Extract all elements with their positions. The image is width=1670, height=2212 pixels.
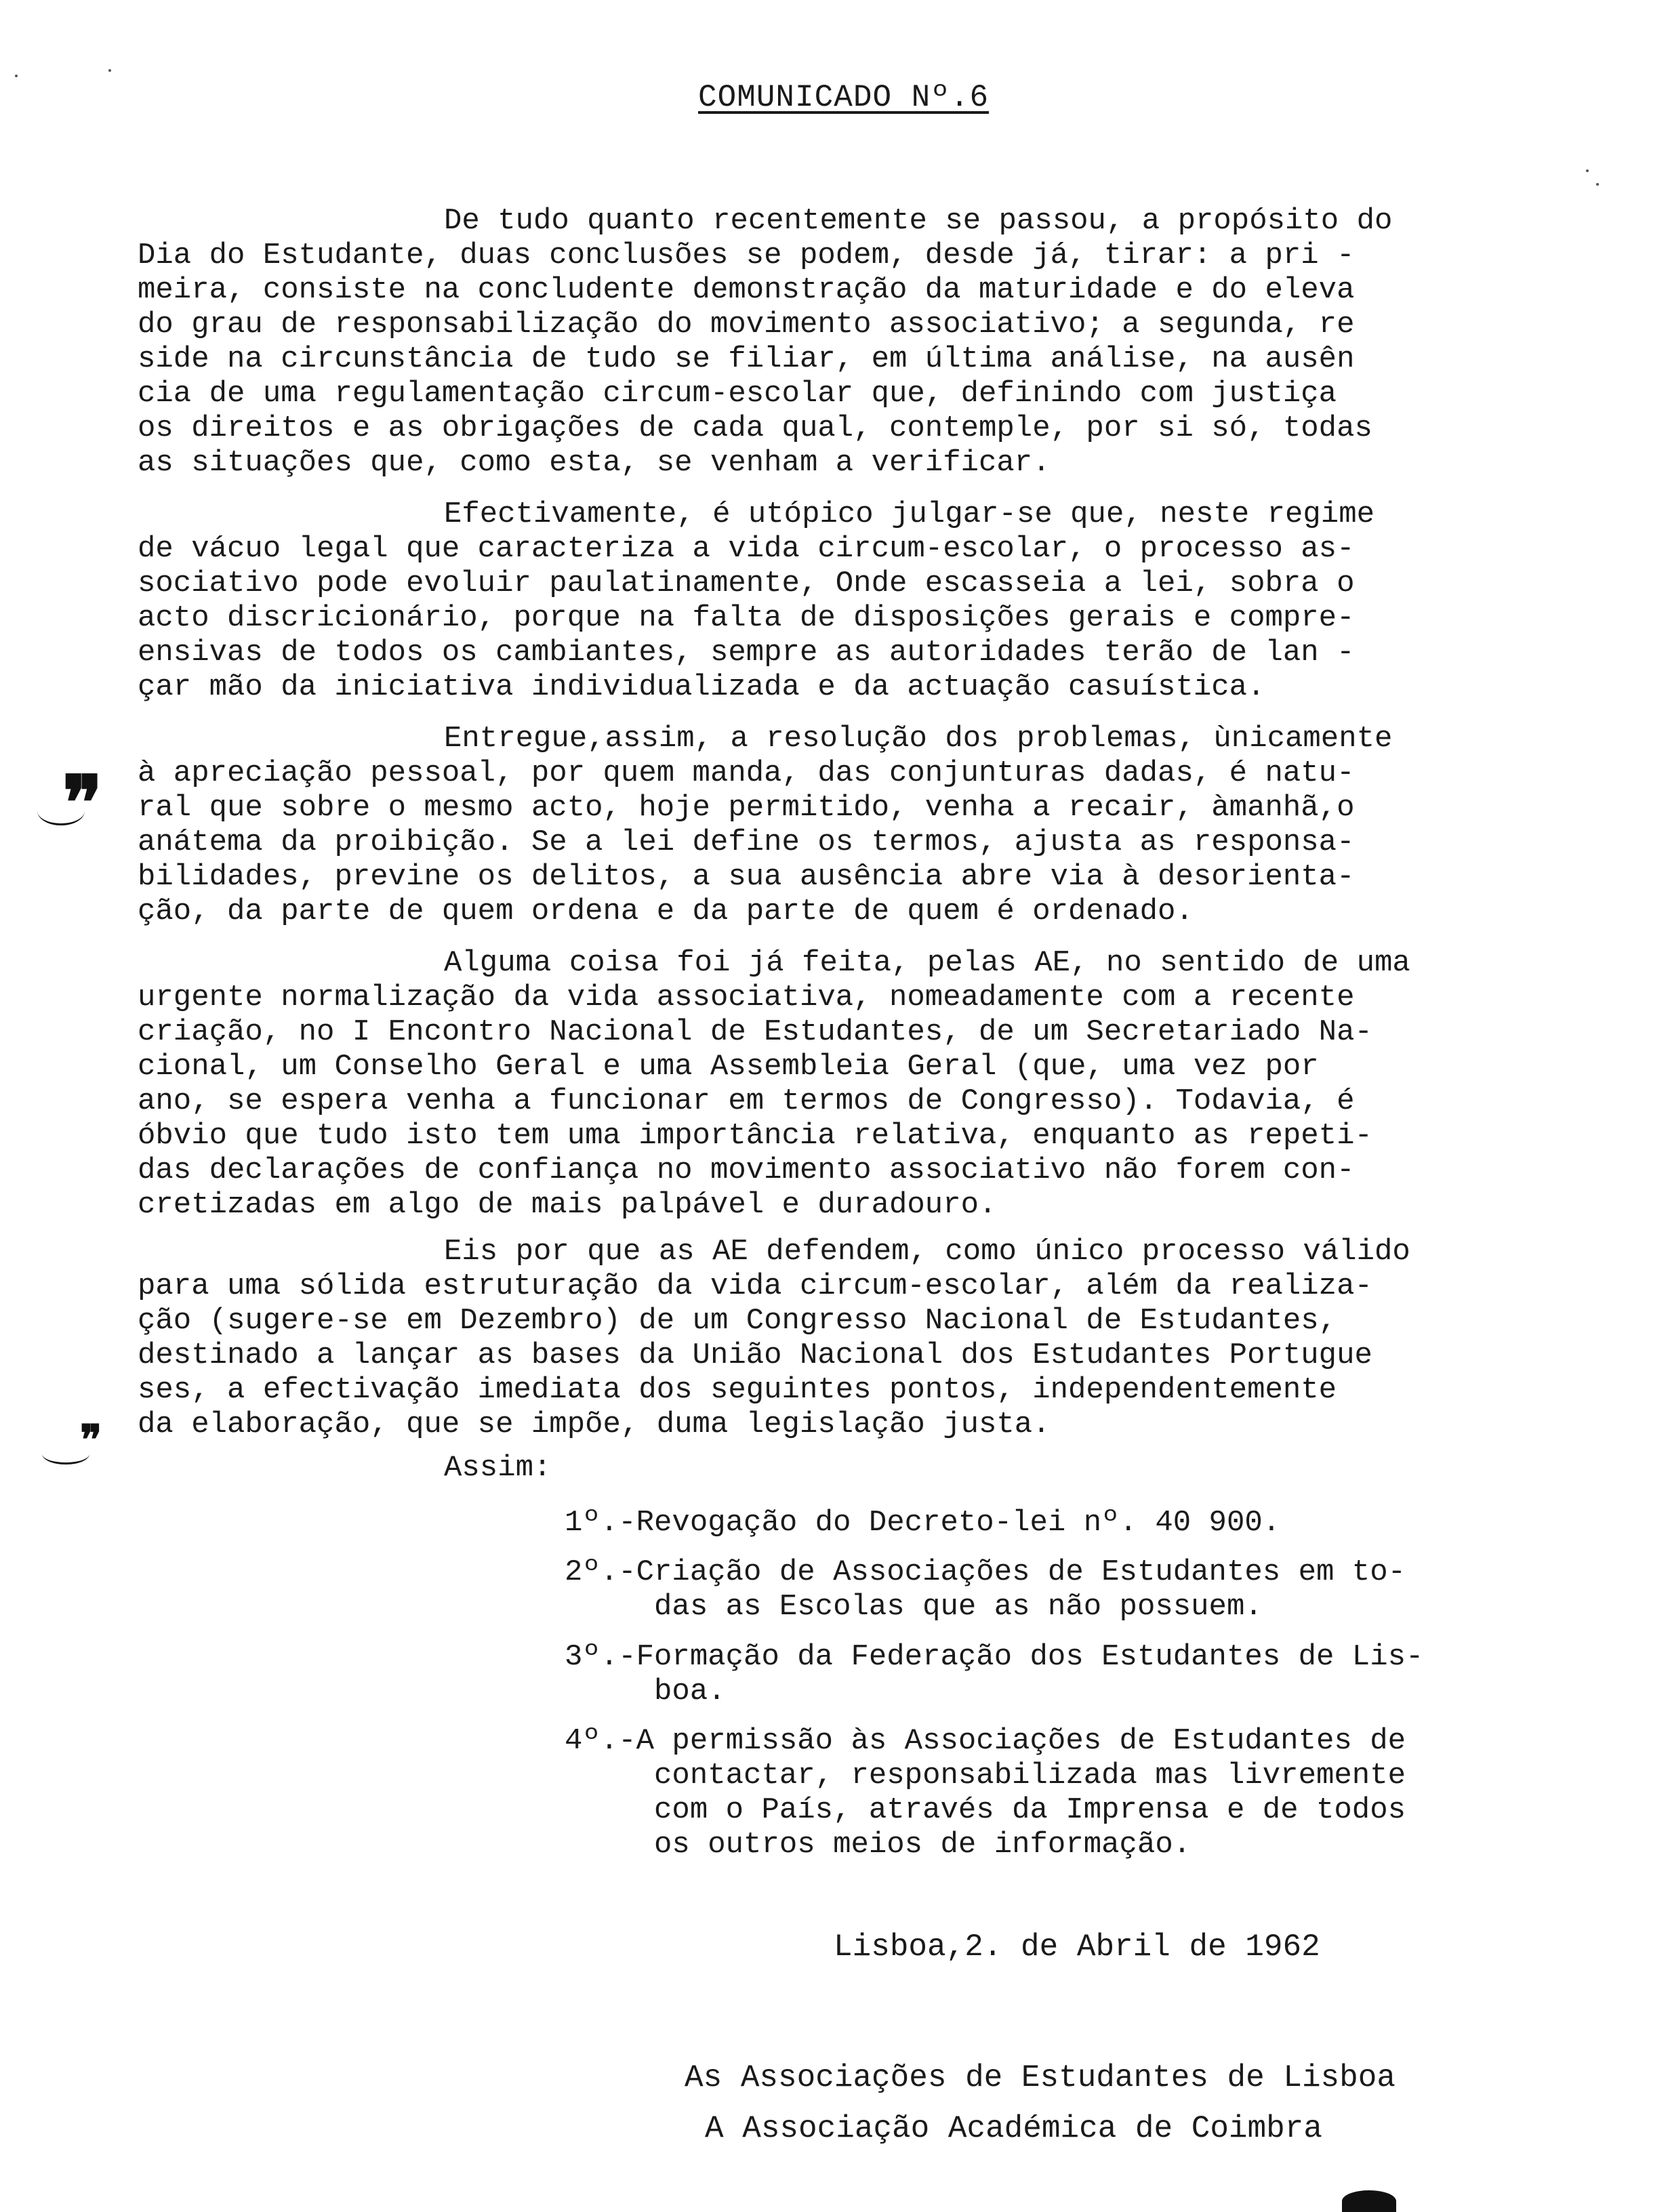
scan-speck xyxy=(1586,169,1589,172)
list-item: 2º.-Criação de Associações de Estudantes em to- xyxy=(565,1555,1406,1589)
text-line: cia de uma regulamentação circum-escolar que, definindo com justiça xyxy=(138,377,1337,411)
text-line: sociativo pode evoluir paulatinamente, Onde escasseia a lei, sobra o xyxy=(138,567,1355,600)
signature-line: A Associação Académica de Coimbra xyxy=(705,2111,1322,2146)
scan-speck xyxy=(15,75,18,77)
list-item: boa. xyxy=(565,1675,726,1708)
text-line: do grau de responsabilização do movimento associativo; a segunda, re xyxy=(138,308,1355,342)
text-line: os direitos e as obrigações de cada qual, contemple, por si só, todas xyxy=(138,411,1372,445)
signature-line: As Associações de Estudantes de Lisboa xyxy=(685,2060,1396,2095)
text-line: de vácuo legal que caracteriza a vida circum-escolar, o processo as- xyxy=(138,532,1355,566)
text-line: Entregue,assim, a resolução dos problemas, ùnicamente xyxy=(444,722,1393,756)
text-line: destinado a lançar as bases da União Nacional dos Estudantes Portugue xyxy=(138,1338,1372,1372)
text-line: cretizadas em algo de mais palpável e duradouro. xyxy=(138,1188,997,1222)
document-date: Lisboa,2. de Abril de 1962 xyxy=(834,1929,1320,1965)
text-line: ensivas de todos os cambiantes, sempre as autoridades terão de lan - xyxy=(138,636,1355,670)
text-line: óbvio que tudo isto tem uma importância relativa, enquanto as repeti- xyxy=(138,1119,1372,1153)
text-line: ral que sobre o mesmo acto, hoje permitido, venha a recair, àmanhã,o xyxy=(138,791,1355,825)
text-line: bilidades, previne os delitos, a sua ausência abre via à desorienta- xyxy=(138,860,1355,894)
text-line: Eis por que as AE defendem, como único processo válido xyxy=(444,1235,1410,1269)
binder-mark-tail xyxy=(37,796,85,825)
text-line: para uma sólida estruturação da vida circum-escolar, além da realiza- xyxy=(138,1269,1372,1303)
text-line: criação, no I Encontro Nacional de Estudantes, de um Secretariado Na- xyxy=(138,1015,1372,1049)
list-item: com o País, através da Imprensa e de todos xyxy=(565,1793,1406,1827)
list-item: 3º.-Formação da Federação dos Estudantes de Lis- xyxy=(565,1640,1424,1674)
text-line: De tudo quanto recentemente se passou, a propósito do xyxy=(444,204,1393,238)
list-item: os outros meios de informação. xyxy=(565,1828,1192,1862)
list-intro: Assim: xyxy=(444,1451,552,1485)
text-line: ano, se espera venha a funcionar em termos de Congresso). Todavia, é xyxy=(138,1084,1355,1118)
text-line: cional, um Conselho Geral e uma Assembleia Geral (que, uma vez por xyxy=(138,1050,1319,1084)
text-line: ção (sugere-se em Dezembro) de um Congresso Nacional de Estudantes, xyxy=(138,1304,1337,1338)
binder-mark: ❞ xyxy=(80,1416,102,1464)
list-item: das as Escolas que as não possuem. xyxy=(565,1590,1263,1624)
text-line: ses, a efectivação imediata dos seguintes pontos, independentemente xyxy=(138,1373,1337,1407)
text-line: urgente normalização da vida associativa, nomeadamente com a recente xyxy=(138,981,1355,1015)
list-item: contactar, responsabilizada mas livremente xyxy=(565,1759,1406,1793)
text-line: da elaboração, que se impõe, duma legislação justa. xyxy=(138,1408,1051,1441)
text-line: anátema da proibição. Se a lei define os termos, ajusta as responsa- xyxy=(138,825,1355,859)
text-line: ção, da parte de quem ordena e da parte de quem é ordenado. xyxy=(138,895,1194,928)
binder-mark-tail xyxy=(42,1443,89,1465)
text-line: as situações que, como esta, se venham a verificar. xyxy=(138,446,1051,480)
binder-mark: ❞ xyxy=(62,759,103,846)
scan-speck xyxy=(1596,183,1599,186)
text-line: das declarações de confiança no movimento associativo não forem con- xyxy=(138,1153,1355,1187)
text-line: à apreciação pessoal, por quem manda, das conjunturas dadas, é natu- xyxy=(138,756,1355,790)
ink-blot xyxy=(1342,2190,1396,2212)
text-line: Alguma coisa foi já feita, pelas AE, no sentido de uma xyxy=(444,946,1410,980)
text-line: side na circunstância de tudo se filiar, em última análise, na ausên xyxy=(138,342,1355,376)
list-item: 4º.-A permissão às Associações de Estudantes de xyxy=(565,1724,1406,1758)
list-item: 1º.-Revogação do Decreto-lei nº. 40 900. xyxy=(565,1506,1281,1540)
document-title: COMUNICADO Nº.6 xyxy=(698,80,990,115)
text-line: meira, consiste na concludente demonstração da maturidade e do eleva xyxy=(138,273,1355,307)
text-line: Dia do Estudante, duas conclusões se podem, desde já, tirar: a pri - xyxy=(138,239,1355,272)
text-line: çar mão da iniciativa individualizada e da actuação casuística. xyxy=(138,670,1265,704)
scan-speck xyxy=(108,69,111,72)
text-line: Efectivamente, é utópico julgar-se que, neste regime xyxy=(444,497,1375,531)
text-line: acto discricionário, porque na falta de disposições gerais e compre- xyxy=(138,601,1355,635)
